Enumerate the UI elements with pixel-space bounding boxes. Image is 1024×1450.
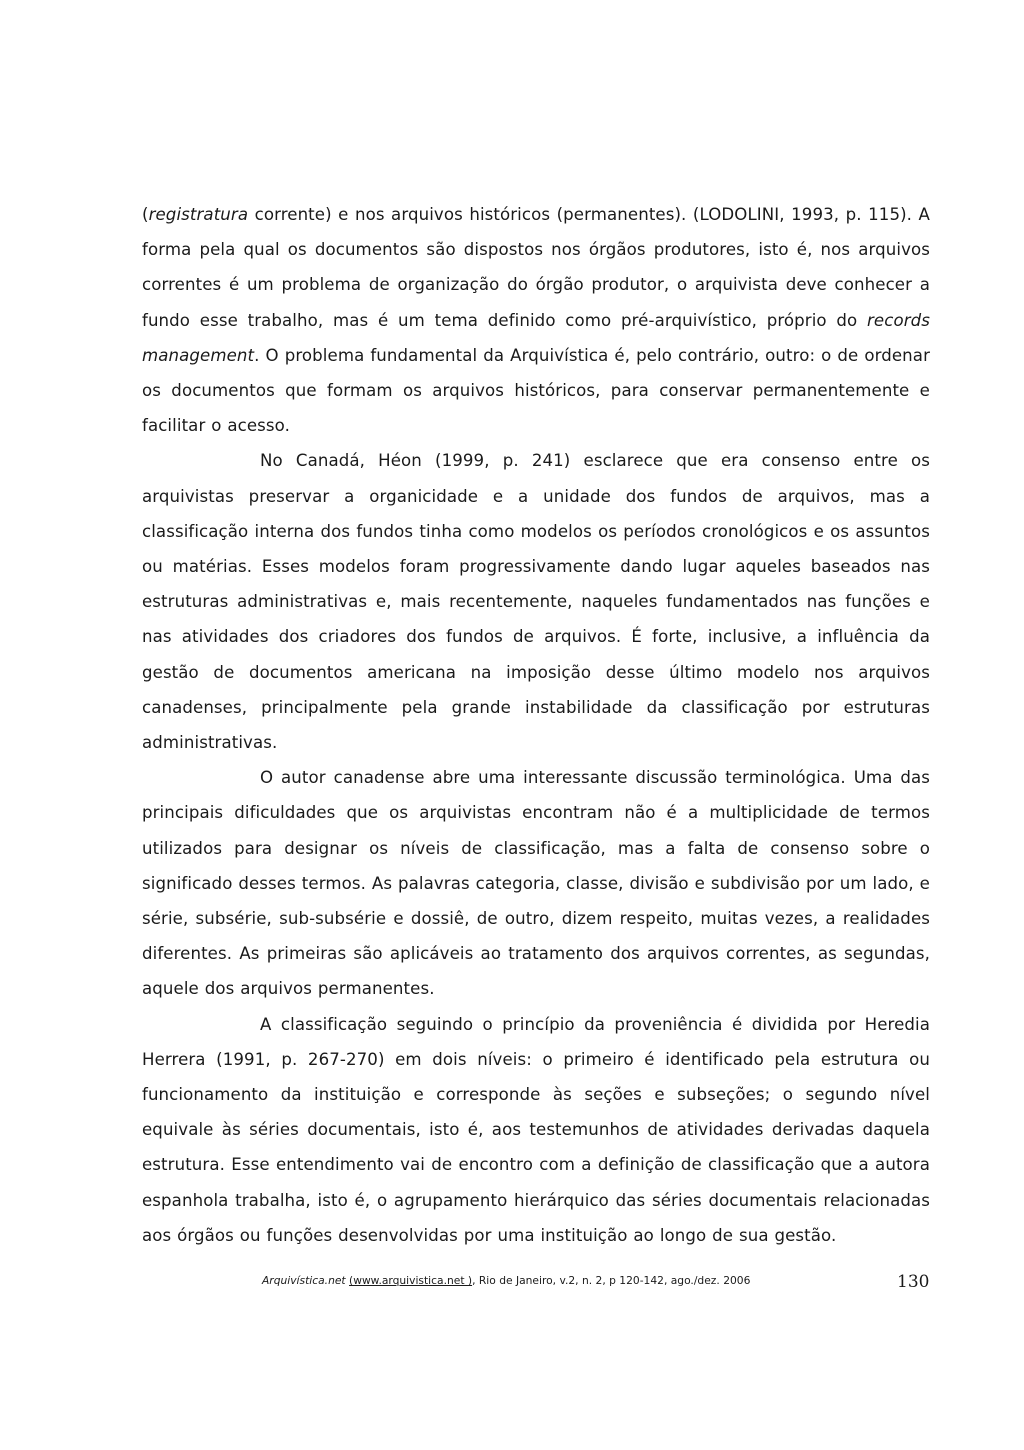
paragraph [142, 760, 930, 1006]
paragraph [142, 197, 930, 443]
page-footer [0, 1272, 1024, 1302]
paragraph-text: ( [142, 205, 149, 224]
italic-text: registratura [148, 205, 249, 224]
document-body [142, 197, 930, 1253]
paragraph-text: O autor canadense abre uma interessante discussão terminológica. Uma das principais dificuldades que os arquivistas encontram não é a multiplicidade de termos utilizados para designar os níveis de classificação, mas a falta de consenso sobre o significado desses termos. As palavras categoria, classe, divisão e subdivisão por um lado, e série, subsérie, sub-subsérie e dossiê, de outro, dizem respeito, muitas vezes, a realidades diferentes. As primeiras são aplicáveis ao tratamento dos arquivos correntes, as segundas, aquele dos arquivos permanentes. [142, 768, 930, 999]
citation-details: , Rio de Janeiro, v.2, n. 2, p 120-142, ago./dez. 2006 [472, 1274, 751, 1287]
paragraph [142, 1007, 930, 1253]
paragraph [142, 443, 930, 760]
paragraph-text: corrente) e nos arquivos históricos (permanentes). (LODOLINI, 1993, p. 115). A forma pela qual os documentos são dispostos nos órgãos produtores, isto é, nos arquivos correntes é um problema de organização do órgão produtor, o arquivista deve conhecer a fundo esse trabalho, mas é um tema definido como pré-arquivístico, próprio do [142, 205, 930, 330]
paragraph-text: . O problema fundamental da Arquivística é, pelo contrário, outro: o de ordenar os documentos que formam os arquivos históricos, para conservar permanentemente e facilitar o acesso. [142, 345, 930, 436]
italic-text: records management [142, 310, 930, 365]
journal-link[interactable]: (www.arquivistica.net ) [349, 1274, 473, 1287]
page-number: 130 [897, 1272, 930, 1292]
journal-name: Arquivística.net [262, 1274, 346, 1287]
paragraph-text: A classificação seguindo o princípio da proveniência é dividida por Heredia Herrera (1991, p. 267-270) em dois níveis: o primeiro é identificado pela estrutura ou funcionamento da instituição e corresponde às seções e subseções; o segundo nível equivale às séries documentais, isto é, aos testemunhos de atividades derivadas daquela estrutura. Esse entendimento vai de encontro com a definição de classificação que a autora espanhola trabalha, isto é, o agrupamento hierárquico das séries documentais relacionadas aos órgãos ou funções desenvolvidas por uma instituição ao longo de sua gestão. [142, 1014, 930, 1245]
paragraph-text: No Canadá, Héon (1999, p. 241) esclarece que era consenso entre os arquivistas preservar a organicidade e a unidade dos fundos de arquivos, mas a classificação interna dos fundos tinha como modelos os períodos cronológicos e os assuntos ou matérias. Esses modelos foram progressivamente dando lugar aqueles baseados nas estruturas administrativas e, mais recentemente, naqueles fundamentados nas funções e nas atividades dos criadores dos fundos de arquivos. É forte, inclusive, a influência da gestão de documentos americana na imposição desse último modelo nos arquivos canadenses, principalmente pela grande instabilidade da classificação por estruturas administrativas. [142, 451, 930, 753]
footer-citation [262, 1274, 750, 1287]
